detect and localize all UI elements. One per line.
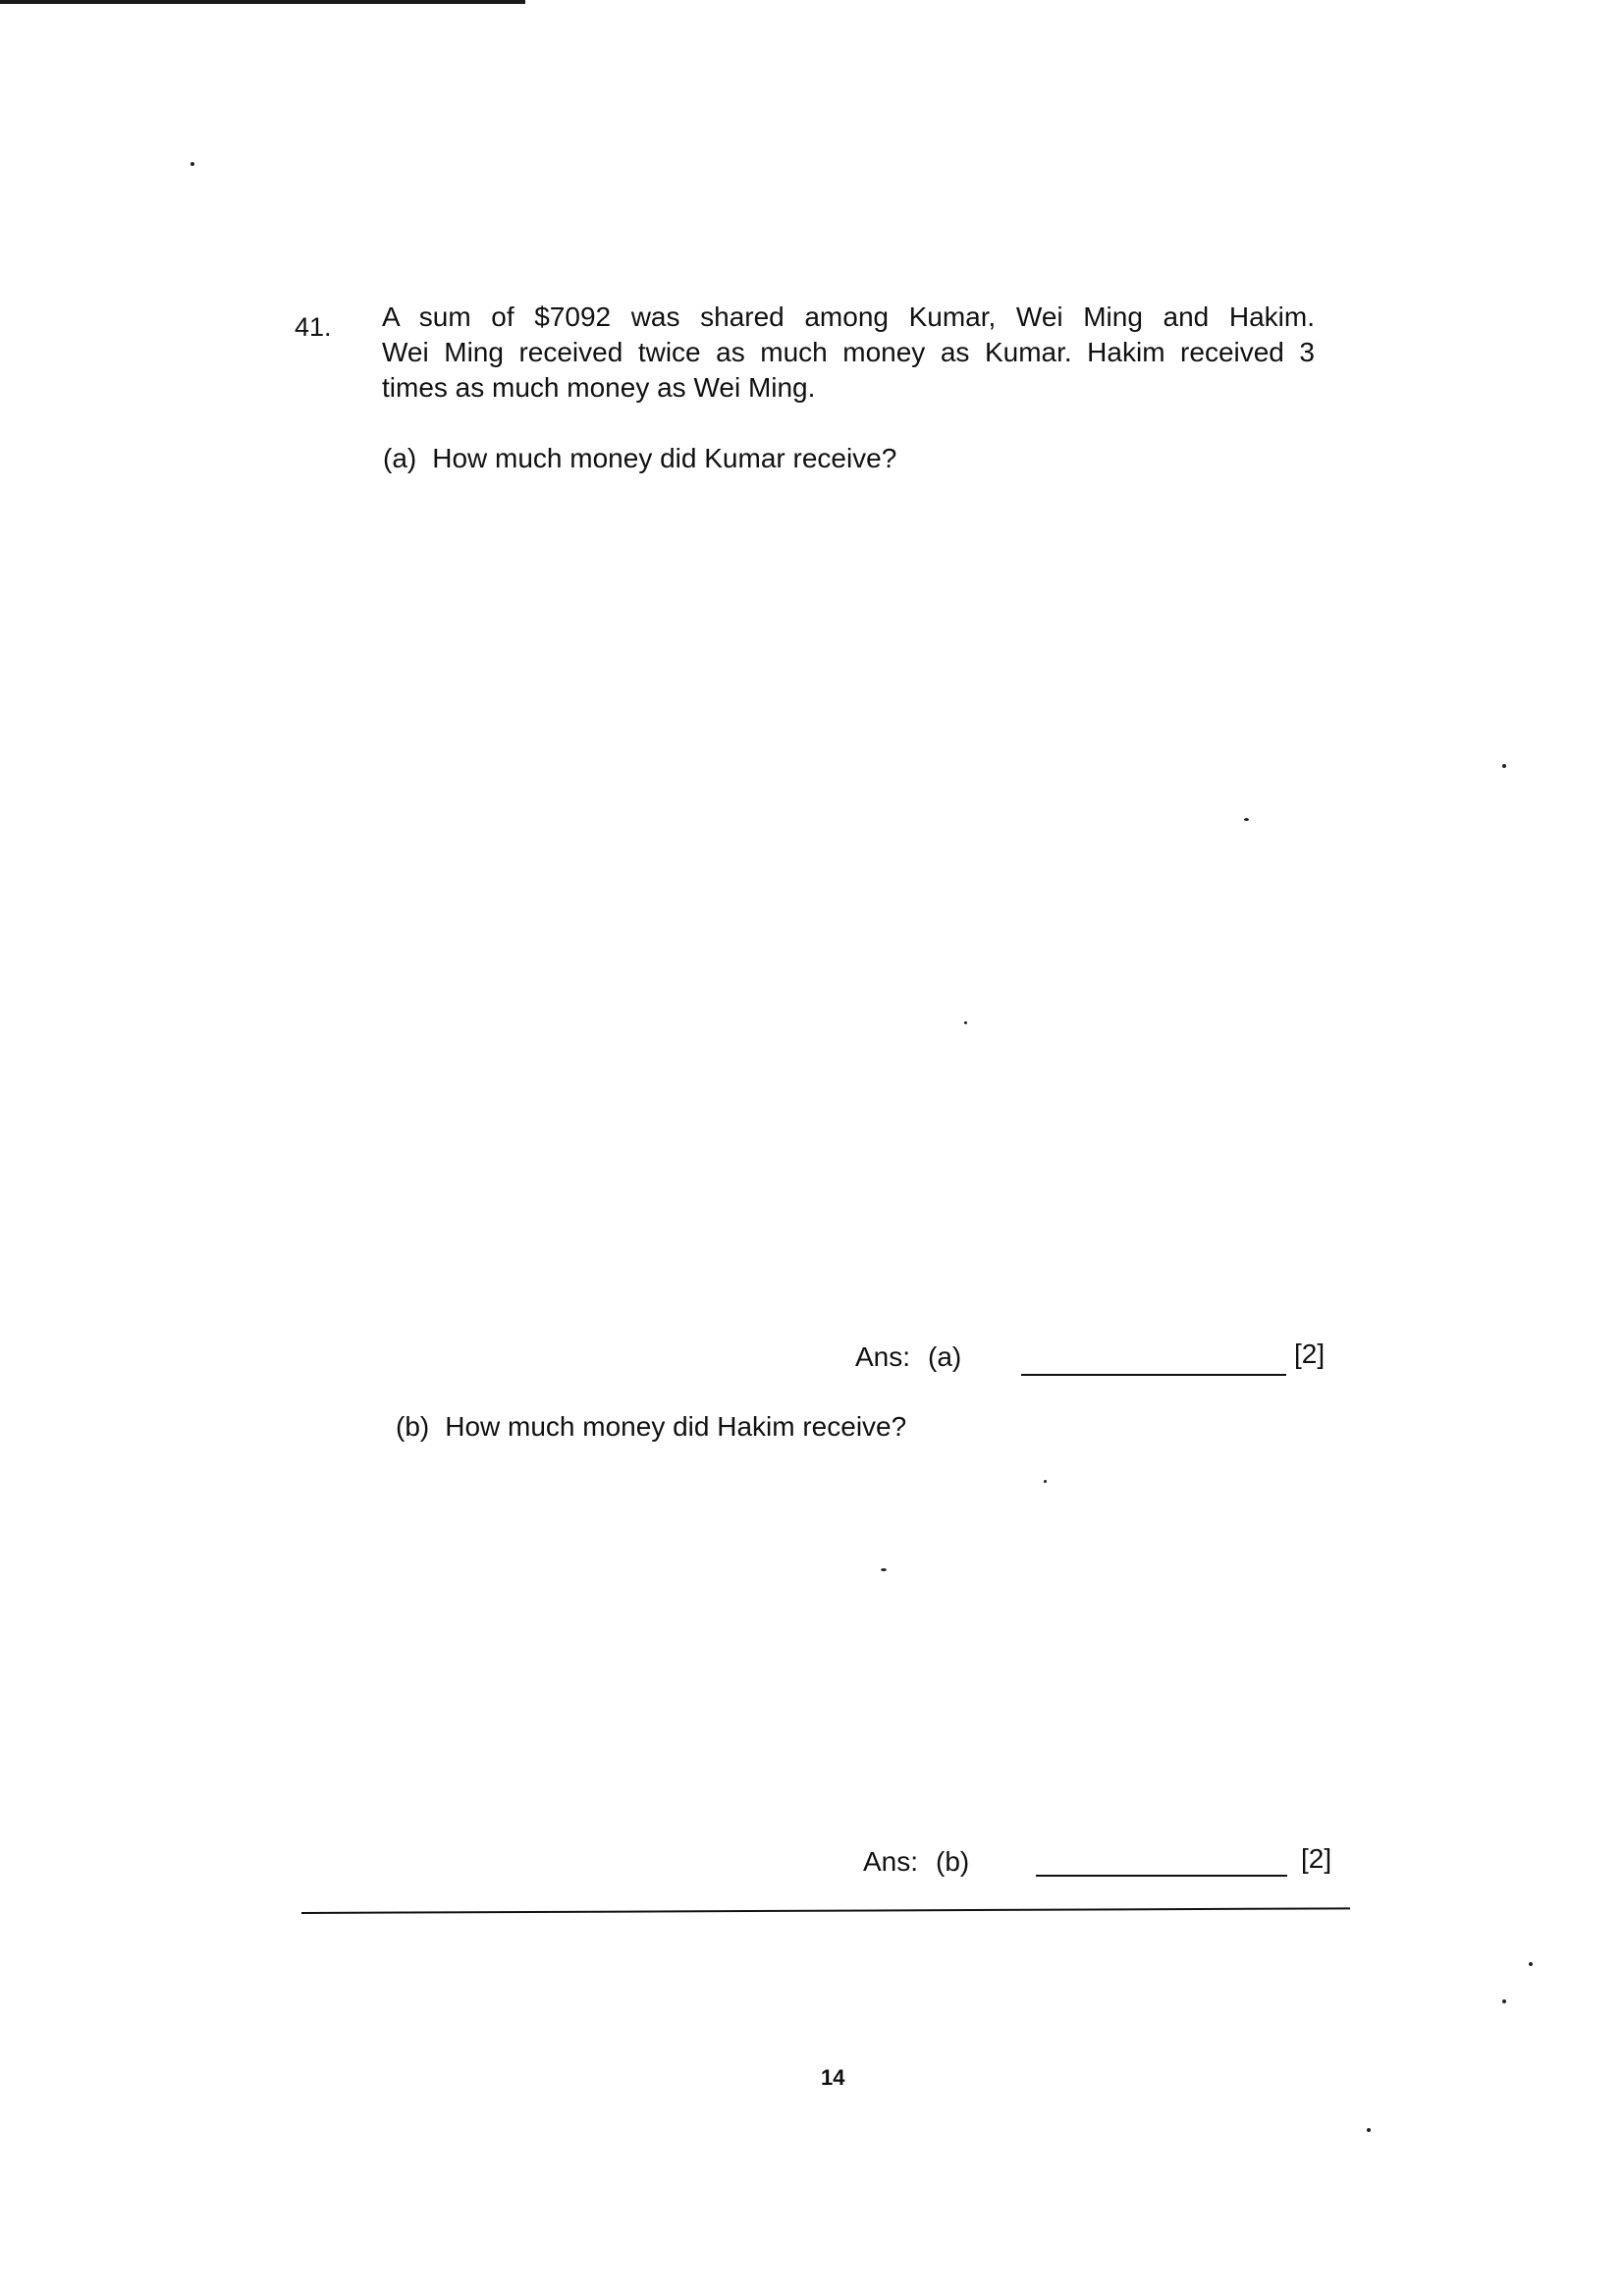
- scan-speck: [1244, 818, 1249, 821]
- scan-speck: [881, 1568, 887, 1571]
- scan-speck: [1367, 2128, 1371, 2132]
- page-number: 14: [821, 2065, 845, 2090]
- scan-speck: [1529, 1962, 1533, 1966]
- scan-speck: [1502, 764, 1506, 768]
- scan-speck: [1044, 1480, 1047, 1483]
- part-a-text: How much money did Kumar receive?: [432, 443, 897, 473]
- part-b-label: (b): [396, 1411, 430, 1442]
- part-b-text: How much money did Hakim receive?: [445, 1411, 907, 1442]
- scan-speck: [1502, 1999, 1506, 2003]
- part-a-ans-part: (a): [928, 1341, 962, 1372]
- part-a-answer-blank[interactable]: [1021, 1374, 1286, 1376]
- question-number: 41.: [295, 312, 332, 342]
- part-a-marks: [2]: [1294, 1339, 1326, 1369]
- question-stem: [382, 300, 1315, 406]
- part-a-question: [383, 443, 896, 474]
- part-a-label: (a): [383, 443, 417, 473]
- part-b-question: [396, 1411, 906, 1443]
- part-b-answer-label: [863, 1846, 969, 1878]
- part-b-ans-part: (b): [936, 1846, 970, 1877]
- question-stem-line: A sum of $7092 was shared among Kumar, Wei Ming and Hakim.: [382, 301, 1315, 332]
- top-border-line: [0, 0, 525, 4]
- question-stem-line: Wei Ming received twice as much money as Kumar. Hakim received 3: [382, 337, 1315, 367]
- part-a-answer-label: [855, 1341, 961, 1373]
- part-b-answer-blank[interactable]: [1036, 1875, 1287, 1877]
- section-divider: [301, 1907, 1350, 1914]
- scan-speck: [190, 162, 194, 166]
- question-stem-line: times as much money as Wei Ming.: [382, 372, 816, 403]
- part-b-marks: [2]: [1301, 1843, 1332, 1874]
- scan-speck: [964, 1021, 967, 1024]
- part-b-ans-prefix: Ans:: [863, 1846, 919, 1877]
- part-a-ans-prefix: Ans:: [855, 1341, 911, 1372]
